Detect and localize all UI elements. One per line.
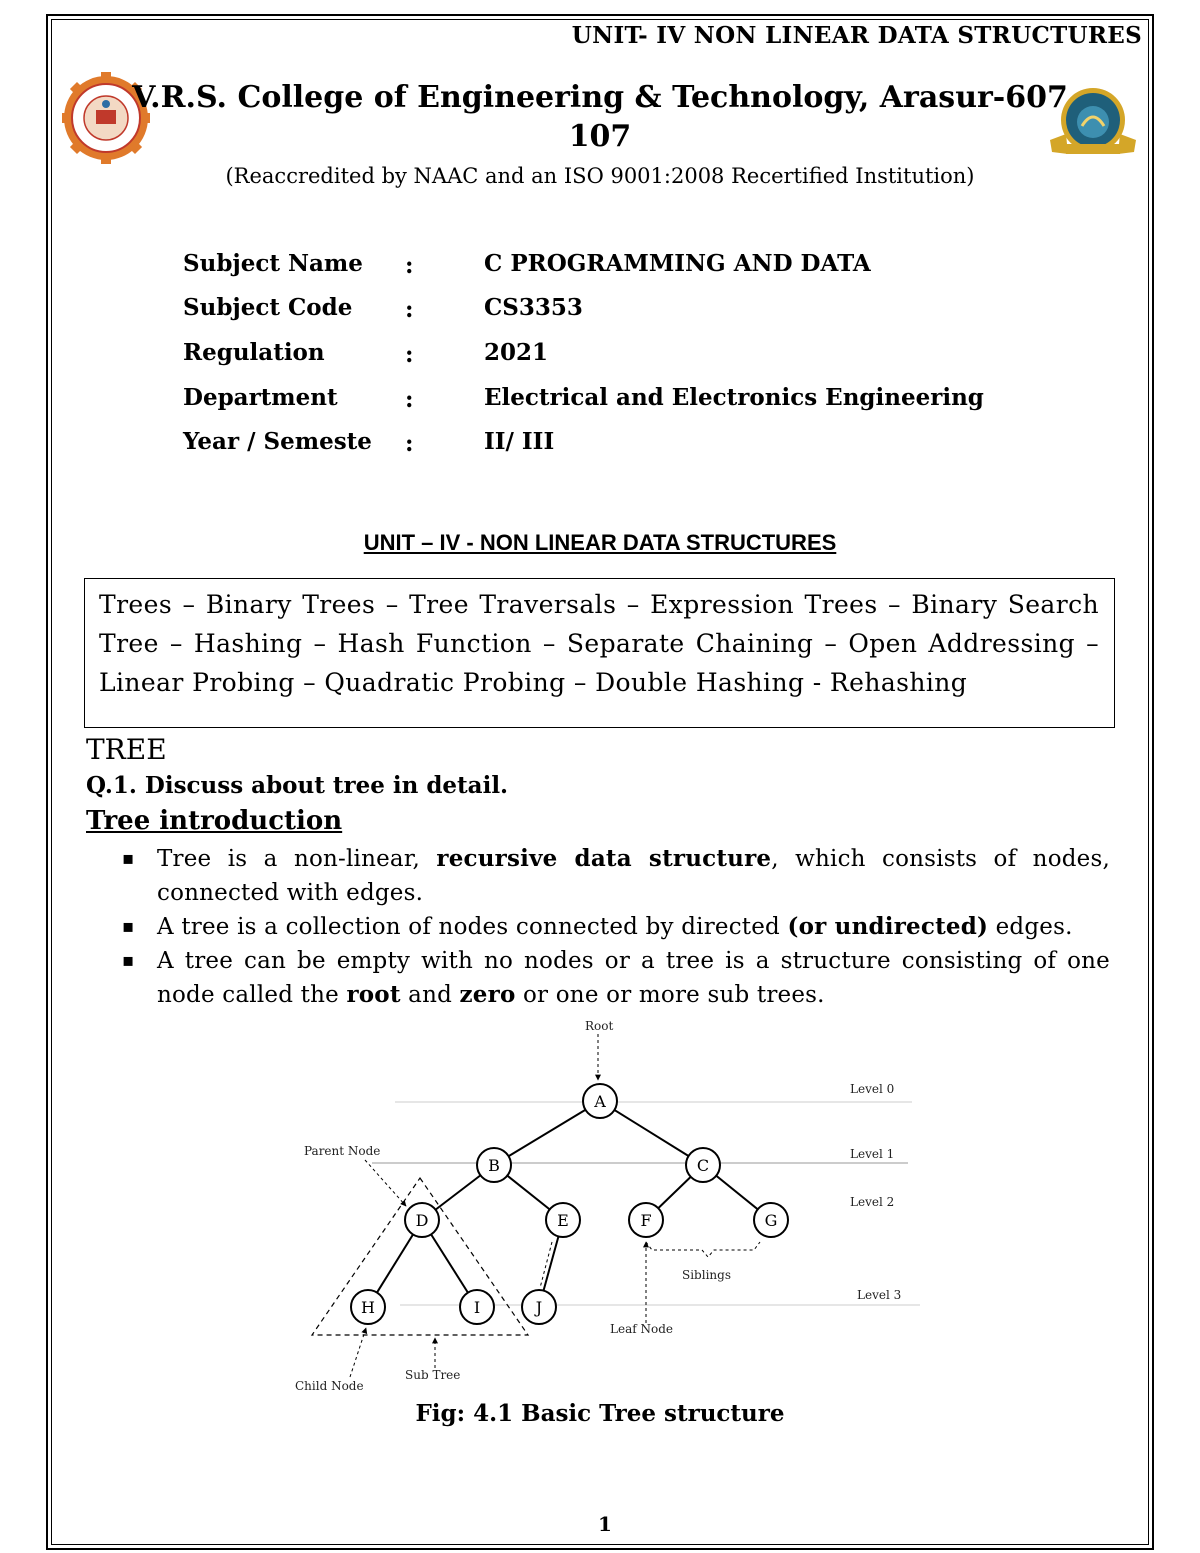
node-label-g: G <box>764 1211 778 1230</box>
info-colon: : <box>405 296 414 323</box>
bullet-mark: ▪ <box>122 848 135 869</box>
bullet-text: or one or more sub trees. <box>515 982 825 1008</box>
info-value-subject-code: CS3353 <box>484 294 583 321</box>
college-name <box>0 80 1200 154</box>
info-colon: : <box>405 386 414 413</box>
node-label-h: H <box>361 1298 375 1317</box>
figure-caption: Fig: 4.1 Basic Tree structure <box>415 1400 785 1427</box>
tree-diagram <box>290 1010 930 1400</box>
college-name-line2: 107 <box>568 119 632 154</box>
bullet-bold-text: (or undirected) <box>787 913 989 940</box>
label-root: Root <box>585 1019 614 1033</box>
bullet-mark: ▪ <box>122 950 135 971</box>
info-value-regulation: 2021 <box>484 339 549 366</box>
bullet-text: edges. <box>988 914 1073 940</box>
bullet-text: A tree can be empty with no nodes or a tree is a structure consisting of one node called the <box>157 948 1110 1008</box>
label-level-3: Level 3 <box>857 1288 902 1302</box>
college-name-line1: V.R.S. College of Engineering & Technology, Arasur-607 <box>132 80 1068 115</box>
bullet-mark: ▪ <box>122 916 135 937</box>
info-colon: : <box>405 430 414 457</box>
info-label-subject-code: Subject Code <box>183 294 353 321</box>
node-label-b: B <box>488 1156 500 1175</box>
syllabus-topics-box <box>84 578 1115 728</box>
info-label-subject-name: Subject Name <box>183 250 363 277</box>
label-leaf-node: Leaf Node <box>610 1322 673 1336</box>
bullet-list <box>122 842 1110 1012</box>
label-sub-tree: Sub Tree <box>405 1368 461 1382</box>
info-label-year-semester: Year / Semeste <box>183 428 372 455</box>
bullet-text: and <box>400 982 460 1008</box>
subheading-tree-introduction: Tree introduction <box>86 806 343 836</box>
parent-arrow <box>365 1160 406 1206</box>
node-label-e: E <box>557 1211 569 1230</box>
section-heading: TREE <box>86 733 167 766</box>
label-level-2: Level 2 <box>850 1195 895 1209</box>
bullet-text: , which consists of nodes, connected with edges. <box>157 846 1110 906</box>
bullet-text: Tree is a non-linear, <box>157 846 437 872</box>
siblings-brace <box>646 1242 760 1257</box>
bullet-bold-text: root <box>346 981 401 1008</box>
label-level-0: Level 0 <box>850 1082 895 1096</box>
info-colon: : <box>405 341 414 368</box>
label-level-1: Level 1 <box>850 1147 895 1161</box>
syllabus-topics-text: Trees – Binary Trees – Tree Traversals – Expression Trees – Binary Search Tree – Hashing – Hash Function – Separate Chaining – Open Addressing – Linear Probing – Quadratic Probing – Double Hashing - Rehashing <box>99 590 1099 697</box>
node-label-c: C <box>696 1156 710 1175</box>
list-item <box>122 842 1110 910</box>
info-label-department: Department <box>183 384 338 411</box>
sub-tree-triangle <box>312 1178 528 1335</box>
bullet-bold-text: recursive data structure <box>436 845 772 872</box>
bullet-text: A tree is a collection of nodes connected by directed <box>157 914 788 940</box>
node-label-f: F <box>640 1211 652 1230</box>
list-item <box>122 944 1110 1012</box>
label-parent-node: Parent Node <box>304 1144 381 1158</box>
info-value-subject-name: C PROGRAMMING AND DATA <box>484 250 871 277</box>
node-label-i: I <box>473 1298 481 1317</box>
unit-title: UNIT – IV - NON LINEAR DATA STRUCTURES <box>363 530 837 555</box>
question-heading: Q.1. Discuss about tree in detail. <box>86 772 509 799</box>
node-label-j: J <box>535 1298 543 1317</box>
page-number: 1 <box>598 1512 612 1536</box>
accreditation-line: (Reaccredited by NAAC and an ISO 9001:2008 Recertified Institution) <box>225 164 975 188</box>
label-child-node: Child Node <box>295 1379 364 1393</box>
label-siblings: Siblings <box>682 1268 731 1282</box>
bullet-bold-text: zero <box>459 981 516 1008</box>
node-label-d: D <box>415 1211 429 1230</box>
running-header: UNIT- IV NON LINEAR DATA STRUCTURES <box>571 22 1142 49</box>
list-item <box>122 910 1110 944</box>
info-label-regulation: Regulation <box>183 339 325 366</box>
info-colon: : <box>405 252 414 279</box>
info-value-year-semester: II/ III <box>484 428 555 455</box>
node-label-a: A <box>594 1092 606 1111</box>
info-value-department: Electrical and Electronics Engineering <box>484 384 984 411</box>
